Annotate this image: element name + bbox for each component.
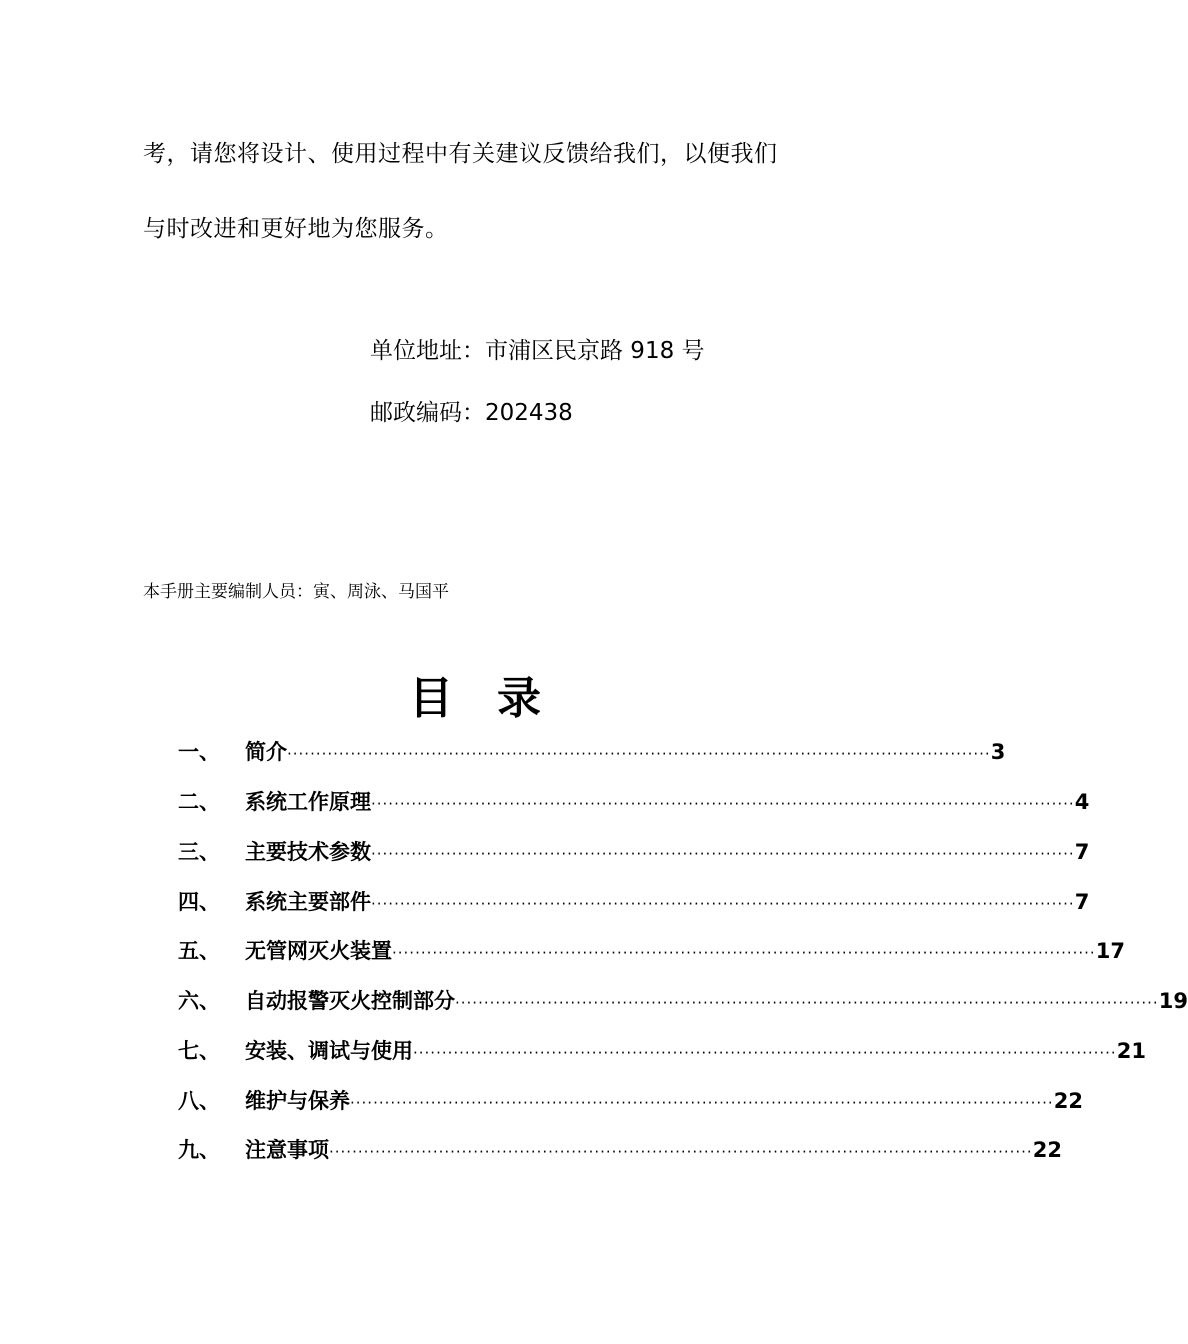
address-line: 单位地址：市浦区民京路 918 号: [370, 338, 705, 364]
toc-leader-dots: ··························································································································: [371, 795, 1075, 813]
toc-leader-dots: ··························································································································: [371, 895, 1075, 913]
intro-line-2: 与时改进和更好地为您服务。: [143, 216, 449, 242]
toc-item-page: 3: [990, 740, 1006, 764]
toc-item-label: 自动报警灭火控制部分: [245, 989, 455, 1013]
toc-item-label: 无管网灭火装置: [245, 939, 392, 963]
toc-item-label: 安装、调试与使用: [245, 1039, 413, 1063]
toc-item-label: 注意事项: [245, 1138, 329, 1162]
toc-leader-dots: ··························································································································: [413, 1044, 1117, 1062]
toc-item-number: 八、: [178, 1089, 220, 1113]
toc-leader-dots: ··························································································································: [350, 1094, 1054, 1112]
toc-item-page: 7: [1074, 890, 1090, 914]
toc-item-page: 22: [1032, 1138, 1062, 1162]
intro-line-1: 考，请您将设计、使用过程中有关建议反馈给我们，以便我们: [143, 141, 778, 167]
toc-item-label: 系统工作原理: [245, 790, 371, 814]
toc-leader-dots: ··························································································································: [371, 845, 1075, 863]
toc-title: 目录: [409, 673, 585, 724]
toc-leader-dots: ··························································································································: [455, 994, 1159, 1012]
toc-item-number: 三、: [178, 840, 220, 864]
postcode-line: 邮政编码：202438: [370, 400, 573, 426]
toc-item-number: 五、: [178, 939, 220, 963]
toc-item-label: 系统主要部件: [245, 890, 371, 914]
toc-leader-dots: ··························································································································: [329, 1143, 1033, 1161]
toc-item-number: 一、: [178, 740, 220, 764]
toc-item-page: 19: [1158, 989, 1188, 1013]
toc-leader-dots: ··························································································································: [287, 745, 991, 763]
toc-item-label: 主要技术参数: [245, 840, 371, 864]
toc-item-page: 22: [1053, 1089, 1083, 1113]
toc-item-page: 17: [1095, 939, 1125, 963]
toc-item-page: 7: [1074, 840, 1090, 864]
toc-leader-dots: ··························································································································: [392, 944, 1096, 962]
toc-item-page: 4: [1074, 790, 1090, 814]
toc-item-label: 简介: [245, 740, 287, 764]
editors-line: 本手册主要编制人员：寅、周泳、马国平: [143, 582, 449, 602]
toc-item-page: 21: [1116, 1039, 1146, 1063]
toc-item-number: 九、: [178, 1138, 220, 1162]
toc-item-number: 七、: [178, 1039, 220, 1063]
toc-item-number: 六、: [178, 989, 220, 1013]
toc-item-number: 二、: [178, 790, 220, 814]
toc-item-number: 四、: [178, 890, 220, 914]
toc-item-label: 维护与保养: [245, 1089, 350, 1113]
